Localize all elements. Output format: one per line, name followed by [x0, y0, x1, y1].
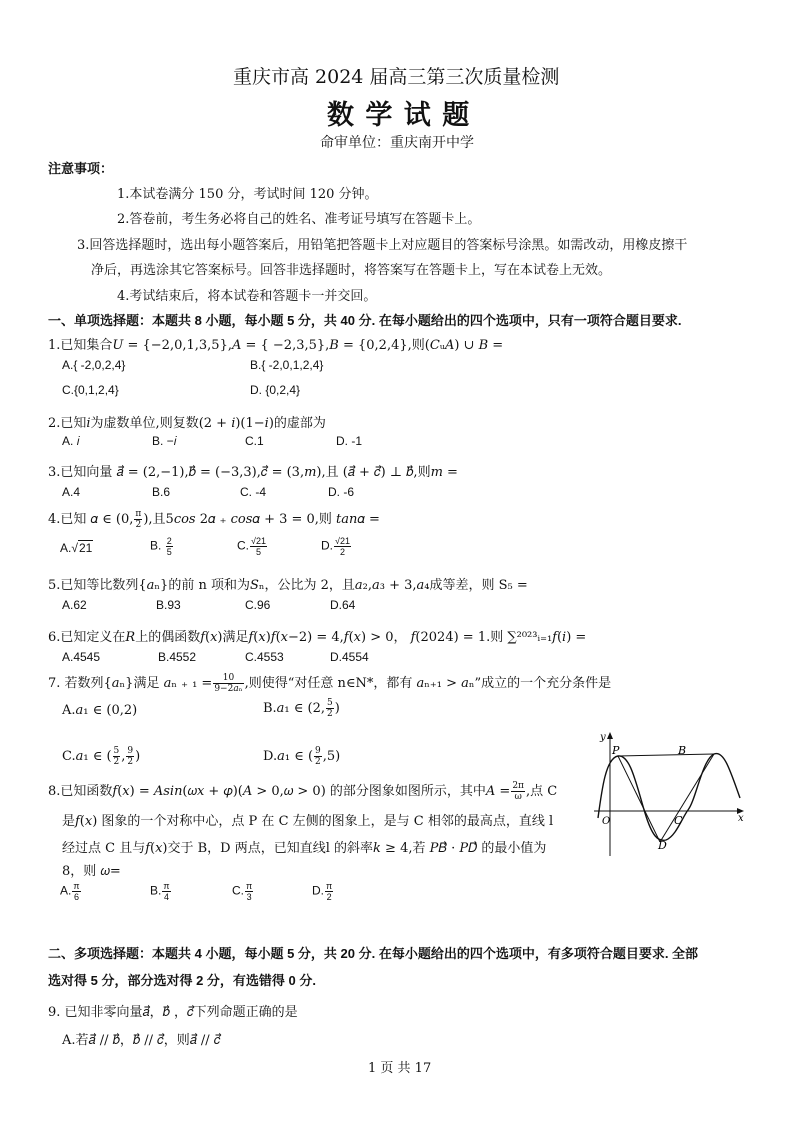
- q8-line-1: 8.已知函数𝑓(𝑥) = 𝐴𝑠𝑖𝑛(𝜔𝑥 + 𝜑)(𝐴 > 0,𝜔 > 0) 的部分图象如图所示，其中𝐴 = $\frac{2\pi}{\omega}$ ,点 C: [48, 781, 558, 802]
- graph-label-b: B: [678, 744, 687, 757]
- notice-item-2: 2.答卷前，考生务必将自己的姓名、准考证号填写在答题卡上。: [117, 212, 481, 227]
- q4-option-a: A.√21: [60, 541, 93, 555]
- graph-segment-pd: [618, 756, 660, 842]
- q8-function-graph: [590, 728, 750, 858]
- q9-stem: 9. 已知非零向量𝑎⃗，𝑏⃗ ，𝑐⃗下列命题正确的是: [48, 1005, 298, 1020]
- q1-stem: 1.已知集合𝑈 = {−2,0,1,3,5},𝐴 = { −2,3,5},𝐵 = {0,2,4},则(𝐶ᵤ𝐴) ∪ 𝐵 =: [48, 338, 504, 353]
- q8-option-d: D. $\frac{\pi}{2}$: [312, 881, 333, 902]
- graph-label-d: D: [658, 839, 667, 852]
- q1-option-d: D. {0,2,4}: [250, 383, 301, 397]
- q7-option-c: C.𝑎₁ ∈ ( $\frac{5}{2}$ , $\frac{9}{2}$ ): [62, 746, 141, 767]
- q8-line-3: 经过点 C 且与𝑓(𝑥)交于 B，D 两点，已知直线l 的斜率𝑘 ≥ 4,若 𝑃𝐵⃗ · 𝑃𝐷⃗ 的最小值为: [62, 841, 547, 856]
- setter-unit: 命审单位：重庆南开中学: [320, 135, 474, 151]
- q3-stem: 3.已知向量 𝑎⃗ = (2,−1),𝑏⃗ = (−3,3),𝑐⃗ = (3,𝑚),且 (𝑎⃗ + 𝑐⃗) ⊥ 𝑏⃗,则𝑚 =: [48, 465, 458, 480]
- q7-option-b: B.𝑎₁ ∈ (2, $\frac{5}{2}$ ): [263, 698, 340, 719]
- q2-option-b: B. −𝑖: [152, 434, 177, 448]
- q8-option-c: C. $\frac{\pi}{3}$: [232, 881, 253, 902]
- q2-option-c: C.1: [245, 434, 264, 448]
- q5-option-c: C.96: [245, 598, 271, 612]
- q1-option-b: B.{ -2,0,1,2,4}: [250, 358, 324, 372]
- exam-title: 重庆市高 2024 届高三第三次质量检测: [233, 66, 560, 88]
- graph-label-o: O: [602, 816, 611, 827]
- graph-label-c: C: [674, 814, 683, 827]
- notice-item-1: 1.本试卷满分 150 分，考试时间 120 分钟。: [117, 187, 378, 202]
- q6-stem: 6.已知定义在𝑅上的偶函数𝑓(𝑥)满足𝑓(𝑥)𝑓(𝑥−2) = 4,𝑓(𝑥) > 0， 𝑓(2024) = 1.则 ∑²⁰²³ᵢ₌₁𝑓(𝑖) =: [48, 630, 587, 645]
- notice-item-3-cont: 净后，再选涂其它答案标号。回答非选择题时，将答案写在答题卡上，写在本试卷上无效。: [91, 263, 612, 278]
- q2-option-d: D. -1: [336, 434, 363, 448]
- q8-line-2: 是𝑓(𝑥) 图象的一个对称中心，点 P 在 C 左侧的图象上，是与 C 相邻的最高点，直线 l: [62, 814, 554, 829]
- q3-option-a: A.4: [62, 485, 81, 499]
- q4-stem: 4.已知 𝛼 ∈ (0, $\frac{\pi}{2}$ ),且5𝑐𝑜𝑠 2𝛼 ₊ 𝑐𝑜𝑠𝛼 + 3 = 0,则 𝑡𝑎𝑛𝛼 =: [48, 509, 380, 530]
- graph-segment-pb: [618, 754, 714, 756]
- section2-heading-line-1: 二、多项选择题：本题共 4 小题，每小题 5 分，共 20 分. 在每小题给出的四个选项中，有多项符合题目要求. 全部: [48, 946, 699, 961]
- q4-option-b: B. $\frac{2}{5}$: [150, 536, 172, 557]
- notice-item-3: 3.回答选择题时，选出每小题答案后，用铅笔把答题卡上对应题目的答案标号涂黑。如需改动，用橡皮擦干: [77, 238, 688, 253]
- q6-option-d: D.4554: [330, 650, 369, 664]
- graph-line-l: [660, 754, 714, 842]
- section1-heading: 一、单项选择题：本题共 8 小题，每小题 5 分，共 40 分. 在每小题给出的四个选项中，只有一项符合题目要求.: [48, 313, 682, 328]
- q2-option-a: A. 𝑖: [62, 434, 80, 448]
- q6-option-b: B.4552: [158, 650, 197, 664]
- notice-heading: 注意事项：: [48, 161, 114, 176]
- q3-option-b: B.6: [152, 485, 171, 499]
- graph-label-x: x: [738, 813, 744, 824]
- q4-option-d: D. $\frac{√21}{2}$: [321, 536, 350, 557]
- section2-heading-line-2: 选对得 5 分，部分选对得 2 分，有选错得 0 分.: [48, 973, 316, 988]
- page-number: 1 页 共 17: [368, 1061, 432, 1076]
- q5-option-a: A.62: [62, 598, 87, 612]
- q8-option-b: B. $\frac{\pi}{4}$: [150, 881, 170, 902]
- graph-label-y: y: [600, 732, 606, 743]
- notice-item-4: 4.考试结束后，将本试卷和答题卡一并交回。: [117, 289, 377, 304]
- subject-title: 数 学 试 题: [327, 100, 471, 131]
- q9-option-a: A.若𝑎⃗ // 𝑏⃗，𝑏⃗ // 𝑐⃗，则𝑎⃗ // 𝑐⃗: [62, 1033, 221, 1048]
- q5-option-b: B.93: [156, 598, 181, 612]
- q4-option-c: C. $\frac{√21}{5}$: [237, 536, 266, 557]
- q2-stem: 2.已知𝑖为虚数单位,则复数(2 + 𝑖)(1−𝑖)的虚部为: [48, 416, 326, 431]
- q7-stem: 7. 若数列{𝑎ₙ}满足 𝑎ₙ ₊ ₁ = $\frac{10}{\text{9−2𝑎ₙ}}$ ,则使得“对任意 n∈N*，都有 𝑎ₙ₊₁ > 𝑎ₙ”成立的一个充分条件是: [48, 673, 612, 694]
- q6-option-c: C.4553: [245, 650, 284, 664]
- q5-stem: 5.已知等比数列{𝑎ₙ}的前 n 项和为𝑆ₙ，公比为 2，且𝑎₂,𝑎₃ + 3,𝑎₄成等差，则 S₅ =: [48, 578, 528, 593]
- q8-option-a: A. $\frac{\pi}{6}$: [60, 881, 80, 902]
- q5-option-d: D.64: [330, 598, 356, 612]
- q7-option-a: A.𝑎₁ ∈ (0,2): [62, 703, 138, 718]
- q3-option-d: D. -6: [328, 485, 355, 499]
- q1-option-c: C.{0,1,2,4}: [62, 383, 119, 397]
- q8-line-4: 8，则 𝜔=: [62, 864, 121, 879]
- q7-option-d: D.𝑎₁ ∈ ( $\frac{9}{2}$ ,5): [263, 746, 341, 767]
- graph-y-arrow: [607, 732, 613, 739]
- graph-label-p: P: [612, 744, 620, 757]
- q3-option-c: C. -4: [240, 485, 267, 499]
- q6-option-a: A.4545: [62, 650, 101, 664]
- q1-option-a: A.{ -2,0,2,4}: [62, 358, 126, 372]
